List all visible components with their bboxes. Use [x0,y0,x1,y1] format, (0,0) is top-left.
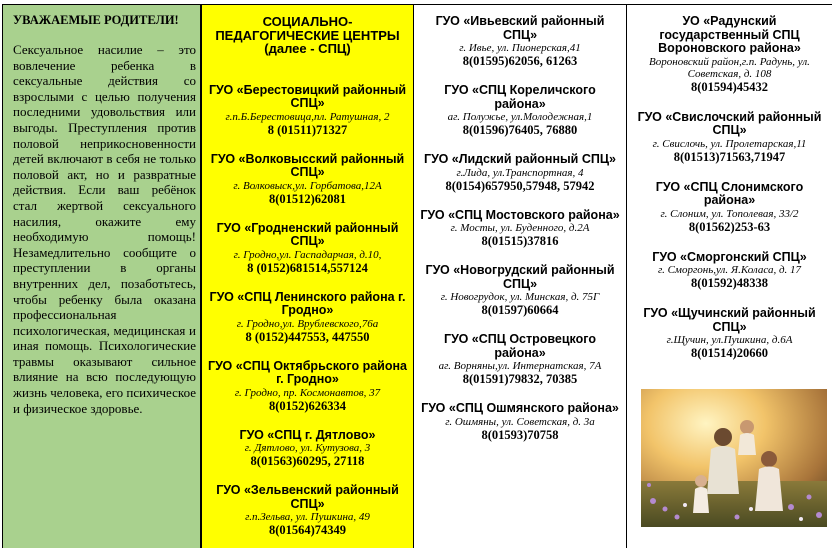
center-phone: 8(01592)48338 [690,276,769,290]
center-address: г.Щучин, ул.Пушкина, д.6А [666,334,793,346]
center-entry [631,181,828,234]
center-address: г. Мосты, ул. Буденного, д.2А [450,222,590,234]
center-name: ГУО «Волковысский районный СПЦ» [210,151,405,179]
center-entry [206,484,409,537]
center-phone: 8(01563)60295, 27118 [250,454,365,468]
center-address: г. Слоним, ул. Тополевая, 33/2 [660,207,799,220]
center-entry [418,153,622,193]
center-entry [418,402,622,442]
center-address: г.п.Б.Берестовица,пл. Ратушная, 2 [225,110,390,123]
center-phone: 8(01562)253-63 [688,219,771,234]
center-name: ГУО «Щучинский районный СПЦ» [643,306,816,334]
center-phone: 8(01593)70758 [481,427,559,442]
center-phone: 8(01564)74349 [268,523,347,537]
centers-column-1 [201,4,414,548]
center-entry [206,222,409,275]
center-entry [418,15,622,68]
center-name: ГУО «Ивьевский районный СПЦ» [435,14,605,42]
center-phone: 8(01512)62081 [268,191,347,206]
center-address: г. Дятлово, ул. Кутузова, 3 [244,442,371,454]
center-address: г. Ошмяны, ул. Советская, д. 3а [445,415,595,428]
intro-title: УВАЖАЕМЫЕ РОДИТЕЛИ! [13,13,179,27]
center-entry [206,84,409,137]
center-address: Вороновский район,г.п. Радунь, ул. Советская, д. 108 [649,55,810,80]
center-phone: 8(0154)657950,57948, 57942 [445,178,595,193]
center-name: ГУО «Гродненский районный СПЦ» [216,220,399,248]
center-entry [206,153,409,206]
center-entry [206,291,409,344]
center-entry [418,84,622,137]
center-address: г. Волковыск,ул. Горбатова,12А [233,179,382,192]
center-entry [206,360,409,413]
center-phone: 8(01515)37816 [481,234,559,248]
center-address: г. Новогрудок, ул. Минская, д. 75Г [440,291,600,303]
center-phone: 8(01513)71563,71947 [673,149,786,164]
center-phone: 8(01597)60664 [481,303,559,317]
center-name: ГУО «СПЦ Октябрьского района г. Гродно» [208,358,407,386]
center-entry [206,429,409,469]
centers-column-3 [627,4,832,548]
center-phone: 8 (01511)71327 [267,122,348,137]
center-entry [631,111,828,164]
center-address: г. Гродно,ул. Гаспадарчая, д.10, [233,248,382,261]
center-address: г. Гродно,ул. Врублевского,76а [236,317,379,330]
center-phone: 8(01514)20660 [690,346,769,360]
centers-column-2 [414,4,627,548]
center-address: г. Гродно, пр. Космонавтов, 37 [234,386,381,399]
center-name: ГУО «Зельвенский районный СПЦ» [216,483,399,511]
center-entry [631,15,828,94]
center-phone: 8(01595)62056, 61263 [462,54,578,68]
center-phone: 8(0152)626334 [268,398,347,413]
center-address: аг. Полужье, ул.Молодежная,1 [447,111,593,123]
center-entry [418,264,622,317]
center-address: г.п.Зельва, ул. Пушкина, 49 [245,511,370,523]
center-entry [418,333,622,386]
center-name: ГУО «Новогрудский районный СПЦ» [425,263,615,291]
center-entry [631,307,828,360]
center-phone: 8 (0152)681514,557124 [247,260,368,275]
family-photo [641,389,827,527]
intro-text: Сексуальное насилие – это вовлечение ребенка в сексуальные действия со взрослыми с целью получения последними удовольствия или выгоды. Преступления против половой неприкосновенности детей включают в себя не только половой акт, но и развратные действия. Если ваш ребёнок стал жертвой сексуального насилия, окажите ему необходимую помощь! Незамедлительно сообщите о преступлении в органы внутренних дел, позаботьтесь, чтобы ребенку была оказана профессиональная психологическая, медицинская и иная помощь. Психологические травмы оказывают сильное влияние на всю последующую жизнь человека, его психическое и физическое здоровье. [13,42,196,416]
center-name: ГУО «СПЦ Ленинского района г. Гродно» [209,289,406,317]
center-name: ГУО «СПЦ Ошмянского района» [421,401,619,415]
center-address: г. Свислочь, ул. Пролетарская,11 [652,137,807,150]
center-phone: 8(01594)45432 [690,79,769,94]
center-address: аг. Ворняны,ул. Интернатская, 7А [438,360,602,372]
center-phone: 8(01596)76405, 76880 [462,123,578,137]
center-name: ГУО «СПЦ Кореличского района» [444,83,596,111]
center-entry [418,209,622,249]
centers-title: СОЦИАЛЬНО-ПЕДАГОГИЧЕСКИЕ ЦЕНТРЫ (далее - СПЦ) [215,14,400,56]
center-name: ГУО «Лидский районный СПЦ» [424,152,616,166]
center-name: УО «Радунский государственный СПЦ Вороновского района» [658,14,801,55]
center-address: г. Ивье, ул. Пионерская,41 [459,42,581,54]
center-name: ГУО «СПЦ Слонимского района» [655,179,804,207]
center-name: ГУО «СПЦ Островецкого района» [444,332,596,360]
center-phone: 8(01591)79832, 70385 [462,372,578,386]
center-entry [631,251,828,291]
center-name: ГУО «Сморгонский СПЦ» [652,249,807,264]
center-name: ГУО «Берестовицкий районный СПЦ» [208,82,407,110]
center-phone: 8 (0152)447553, 447550 [245,329,370,344]
center-name: ГУО «СПЦ Мостовского района» [420,207,620,222]
center-name: ГУО «Свислочский районный СПЦ» [637,109,822,137]
center-name: ГУО «СПЦ г. Дятлово» [239,427,376,442]
center-address: г.Лида, ул.Транспортная, 4 [456,166,584,179]
center-address: г. Сморгонь,ул. Я.Коласа, д. 17 [657,264,802,276]
intro-column [2,4,201,548]
